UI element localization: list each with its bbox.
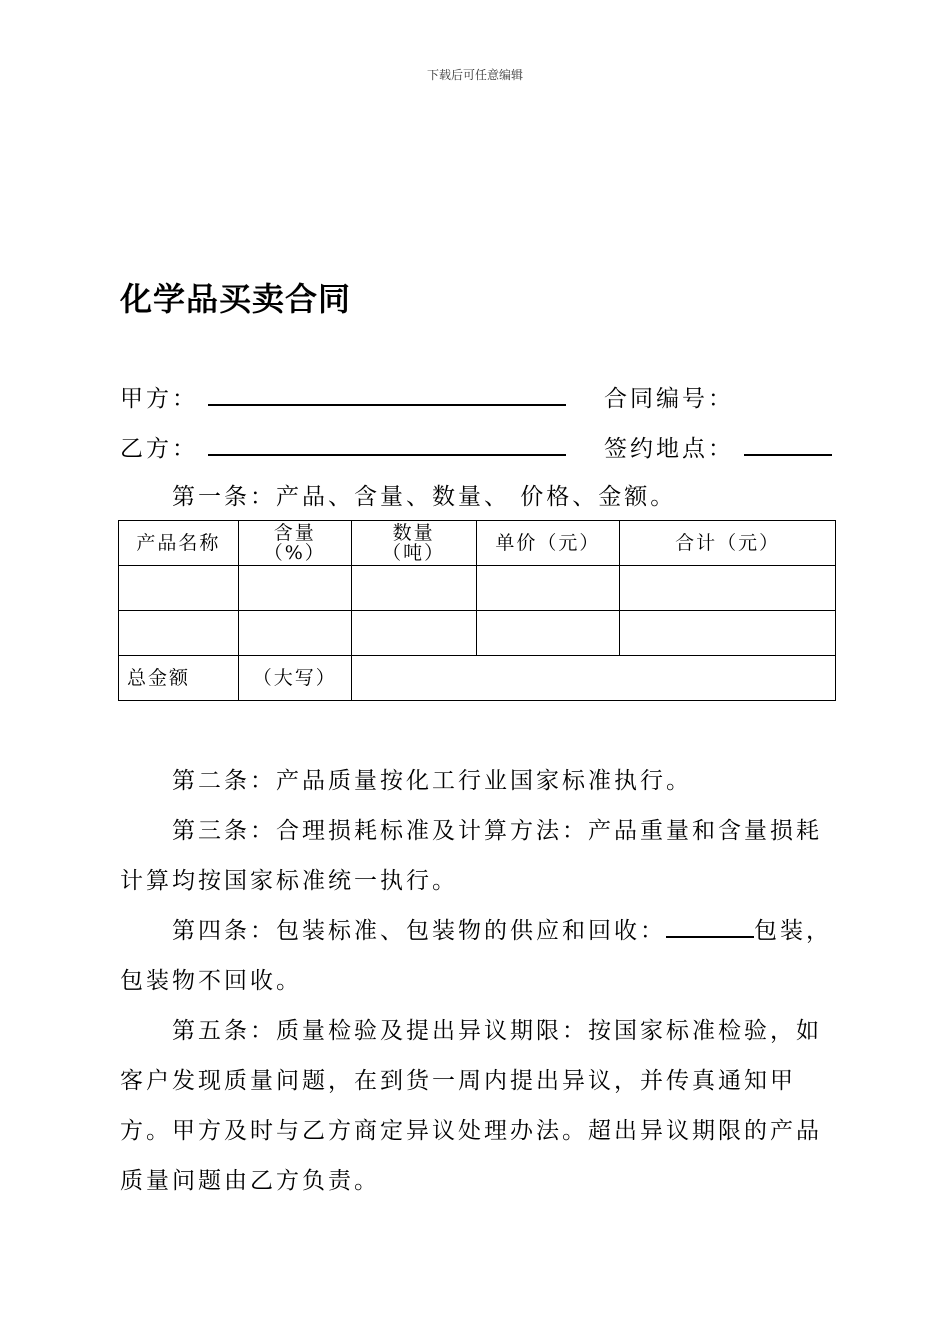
header-content: 含量 （%） — [238, 521, 351, 566]
table-cell[interactable] — [119, 611, 239, 656]
header-subtotal: 合计（元） — [620, 521, 836, 566]
table-cell[interactable] — [351, 611, 476, 656]
table-cell[interactable] — [238, 566, 351, 611]
party-a-row — [120, 380, 566, 413]
sign-place-blank[interactable] — [744, 432, 832, 456]
article-4-text: 第四条：包装标准、包装物的供应和回收： — [172, 918, 666, 944]
table-header-row — [119, 521, 836, 566]
total-capital-label: （大写） — [238, 656, 351, 701]
party-a-label: 甲方： — [120, 386, 198, 412]
total-amount-label: 总金额 — [119, 656, 239, 701]
table-cell[interactable] — [351, 566, 476, 611]
sign-place-row — [604, 430, 832, 463]
article-3: 第三条：合理损耗标准及计算方法：产品重量和含量损耗计算均按国家标准统一执行。 — [120, 818, 822, 894]
table-cell[interactable] — [238, 611, 351, 656]
party-b-label: 乙方： — [120, 436, 198, 462]
table-cell[interactable] — [620, 566, 836, 611]
document-title: 化学品买卖合同 — [120, 280, 352, 318]
table-row — [119, 611, 836, 656]
total-row — [119, 656, 836, 701]
table-cell[interactable] — [620, 611, 836, 656]
header-unit-price: 单价（元） — [476, 521, 620, 566]
table-cell[interactable] — [119, 566, 239, 611]
article-1: 第一条：产品、含量、数量、 价格、金额。 — [172, 484, 677, 510]
product-table — [118, 520, 836, 701]
page-header-note: 下载后可任意编辑 — [426, 68, 523, 82]
article-4 — [120, 906, 838, 1006]
contract-no-label: 合同编号： — [604, 386, 734, 412]
packaging-blank[interactable] — [666, 914, 754, 938]
table-cell[interactable] — [476, 611, 620, 656]
sign-place-label: 签约地点： — [604, 436, 734, 462]
article-5: 第五条：质量检验及提出异议期限：按国家标准检验，如客户发现质量问题，在到货一周内提出异议，并传真通知甲方。甲方及时与乙方商定异议处理办法。超出异议期限的产品质量问题由乙方负责。 — [120, 1018, 822, 1194]
header-quantity: 数量 （吨） — [351, 521, 476, 566]
article-2: 第二条：产品质量按化工行业国家标准执行。 — [172, 768, 692, 794]
header-product-name: 产品名称 — [119, 521, 239, 566]
table-row — [119, 566, 836, 611]
table-cell[interactable] — [476, 566, 620, 611]
article-4-text-end: 包装，包装物不回收。 — [120, 918, 832, 994]
total-amount-value[interactable] — [351, 656, 835, 701]
party-b-row — [120, 430, 566, 463]
party-b-blank[interactable] — [208, 432, 566, 456]
party-a-blank[interactable] — [208, 382, 566, 406]
